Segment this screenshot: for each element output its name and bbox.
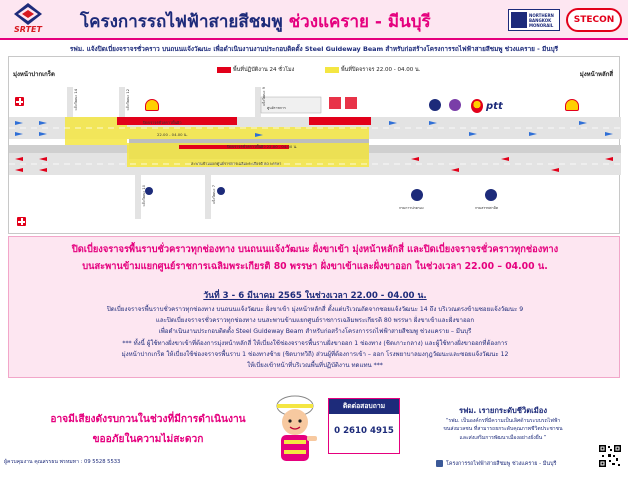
road-label-1: แจ้งวัฒนะ 14: [74, 89, 78, 111]
nbm-logo-text: NORTHERN BANGKOK MONORAIL: [529, 13, 554, 28]
zone-1-label: ปิดจราจรชั่วคราวพื้นผิว: [143, 120, 182, 125]
notice-date: วันที่ 3 - 6 มีนาคม 2565 ในช่วงเวลา 22.00 - 04.00 น.: [203, 291, 427, 301]
traffic-map: [8, 56, 620, 234]
apology-line-1: อาจมีเสียงดังรบกวนในช่วงที่มีการดำเนินงาน: [50, 414, 246, 425]
landmark-label-3: กรมสรรพสามิต: [475, 206, 499, 210]
legend-red: [217, 66, 294, 74]
stecon-logo: STECON: [566, 8, 622, 32]
notice-body-line-6: ให้เบี่ยงเข้าหน้าที่บริเวณพื้นที่ปฏิบัติงาน ทดแทน ***: [247, 362, 383, 370]
mrta-slogan-quote: [408, 417, 598, 442]
project-page-label: โครงการรถไฟฟ้าสายสีชมพู ช่วงแคราย - มีนบุรี: [446, 461, 557, 467]
mascot-icon: [268, 392, 322, 468]
legend-yellow-swatch: [325, 67, 339, 73]
zone-3-label: สะพานข้ามแยกศูนย์ราชการเฉลิมพระเกียรติ 80 พรรษา: [191, 161, 282, 166]
project-page-link[interactable]: [436, 460, 556, 468]
road-label-2: แจ้งวัฒนะ 12: [126, 89, 130, 111]
direction-left-label: มุ่งหน้าปากเกร็ด: [13, 71, 55, 78]
supervisor-contact: ผู้ควบคุมงาน คุณสรรธน พรหมทา : 09 5528 5533: [4, 459, 121, 465]
shell-icon: [565, 99, 579, 111]
direction-right-label: มุ่งหน้าหลักสี่: [579, 71, 613, 78]
quote-line-2: ขนส่งมวลชน ที่สามารถยกระดับคุณภาพชีวิตประชาชน: [443, 426, 563, 433]
page-title: [80, 8, 431, 35]
ptt-logo-text: ptt: [486, 101, 503, 112]
notice-headline-line-2: บนสะพานข้ามแยกศูนย์ราชการเฉลิมพระเกียรติ 80 พรรษา ฝั่งขาเข้าและฝั่งขาออก ในช่วงเวลา 22.00 – 04.00 น.: [82, 261, 548, 272]
notice-body: [17, 304, 613, 371]
nbm-logo: [508, 9, 560, 31]
nbm-logo-icon: [511, 12, 527, 28]
facebook-icon: [436, 460, 443, 467]
landmark-label-1: ศูนย์ราชการ: [267, 106, 286, 110]
srt-logo-text: SRTET: [14, 25, 42, 34]
hospital-icon: [17, 217, 26, 226]
subtitle: รฟม. แจ้งปิดเบี่ยงจราจรชั่วคราว บนถนนแจ้งวัฒนะ เพื่อดำเนินงานงานประกอบติดตั้ง Steel Guideway Beam สำหรับก่อสร้างโครงการรถไฟฟ้าสายสีชมพู ช่วงแคราย - มีนบุรี: [69, 45, 559, 53]
notice-body-line-3: เพื่อดำเนินงานประกอบติดตั้ง Steel Guideway Beam สำหรับก่อสร้างโครงการรถไฟฟ้าสายสีชมพู ช่วงแคราย – มีนบุรี: [158, 328, 472, 336]
notice-headline: [15, 241, 615, 275]
quote-line-1: “รฟม. เป็นองค์กรที่มีความเป็นเลิศด้านระบบรถไฟฟ้า: [445, 418, 561, 424]
notice-body-line-1: ปิดเบี่ยงจราจรพื้นราบชั่วคราวทุกช่องทาง บนถนนแจ้งวัฒนะ ฝั่งขาเข้า มุ่งหน้าหลักสี่ ตั้งแต่บริเวณถัดจากซอยแจ้งวัฒนะ 14 ถึง บริเวณตรงข้ามซอยแจ้งวัฒนะ 9: [106, 306, 524, 313]
title-route: ช่วงแคราย - มีนบุรี: [288, 12, 431, 32]
emblem-icon: [429, 99, 441, 111]
qr-code-icon[interactable]: [598, 444, 622, 468]
contact-phone[interactable]: 0 2610 4915: [334, 426, 394, 436]
srt-logo-icon: [14, 3, 42, 25]
quote-line-3: และส่งเสริมการพัฒนาเมืองอย่างยั่งยืน ”: [459, 434, 547, 441]
hospital-icon: [15, 97, 24, 106]
notice-panel: [8, 236, 620, 378]
legend-yellow-label: พื้นที่ปิดจราจร 22.00 - 04.00 น.: [341, 67, 421, 73]
notice-body-line-5: มุ่งหน้าปากเกร็ด ให้เบี่ยงใช้ช่องจราจรพื้นราบ 1 ช่องทางซ้าย (ชิดบาทวิถี) ส่วนผู้ที่ต้องการเข้า – ออก โรงพยาบาลมงกุฎวัฒนะและซอยแจ้งวัฒนะ 12: [121, 350, 509, 358]
ptt-logo-icon: [471, 99, 483, 113]
notice-body-line-4: *** ทั้งนี้ ผู้ใช้ทางฝั่งขาเข้าที่ต้องการมุ่งหน้าหลักสี่ ให้เบี่ยงใช้ช่องจราจรพื้นราบฝั่งขาออก 1 ช่องทาง (ชิดเกาะกลาง) และผู้ใช้ทางฝั่งขาออกที่ต้องการ: [122, 339, 508, 347]
header-bar: [0, 0, 628, 40]
apology-line-2: ขออภัยในความไม่สะดวก: [92, 434, 204, 445]
legend-red-label: พื้นที่ปฏิบัติงาน 24 ชั่วโมง: [233, 67, 295, 73]
mrta-slogan-title: รฟม. เรายกระดับชีวิตเมือง: [458, 406, 548, 415]
notice-headline-line-1: ปิดเบี่ยงจราจรพื้นราบชั่วคราวทุกช่องทาง บนถนนแจ้งวัฒนะ ฝั่งขาเข้า มุ่งหน้าหลักสี่ และปิดเบี่ยงจราจรชั่วคราวทุกช่องทาง: [71, 244, 559, 255]
notice-body-line-2: และปิดเบี่ยงจราจรชั่วคราวทุกช่องทาง บนสะพานข้ามแยกศูนย์ราชการเฉลิมพระเกียรติ 80 พรรษา ฝั่งขาเข้าและฝั่งขาออก: [155, 317, 475, 325]
road-label-4: แจ้งวัฒนะ 10: [142, 185, 146, 207]
legend-yellow: [325, 66, 421, 74]
zone-2-label: ปิดจราจรชั่วคราวพื้นผิว 22.00 - 04.00 น.: [227, 144, 298, 149]
map-drawing: [9, 57, 621, 235]
road-label-3: แจ้งวัฒนะ 9: [262, 87, 266, 107]
road-label-5: แจ้งวัฒนะ 7: [212, 185, 216, 205]
landmark-label-2: กรมการปกครอง: [399, 206, 424, 210]
title-main: โครงการรถไฟฟ้าสายสีชมพู: [80, 12, 283, 32]
srt-logo: [6, 3, 50, 37]
legend-red-swatch: [217, 67, 231, 73]
work-area-2: [309, 117, 371, 125]
zone-1-time: 22.00 - 04.00 น.: [157, 132, 188, 137]
contact-box: [328, 398, 400, 454]
contact-header: ติดต่อสอบถาม: [329, 399, 399, 414]
emblem-icon: [449, 99, 461, 111]
shell-icon: [145, 99, 159, 111]
